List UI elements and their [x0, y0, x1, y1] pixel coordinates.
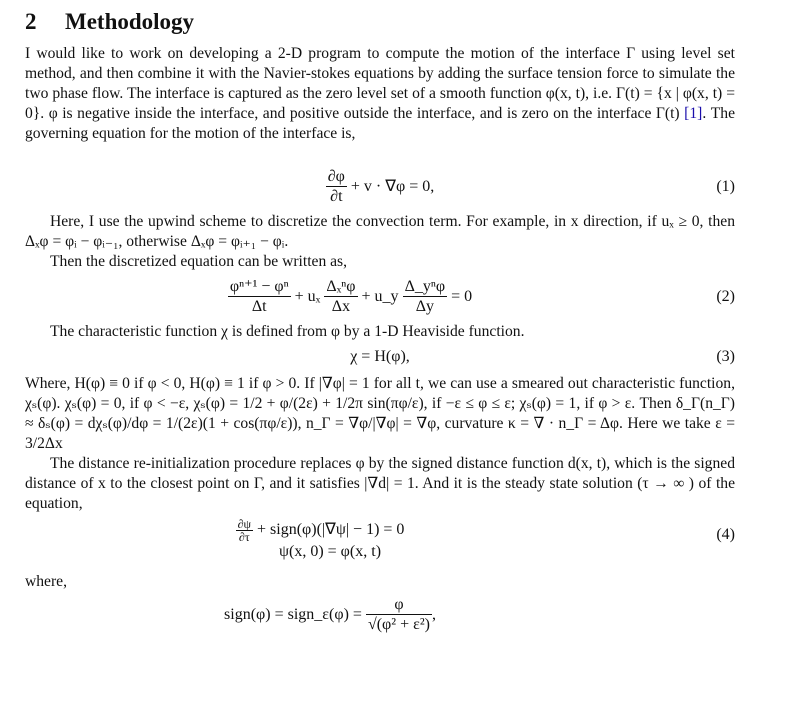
paragraph-heaviside: Where, H(φ) ≡ 0 if φ < 0, H(φ) ≡ 1 if φ > 0. If |∇φ| = 1 for all t, we can use a smeared out characteristic function, χₛ(φ). χₛ(φ) = 0, if φ < −ε, χₛ(φ) = 1/2 + φ/(2ε) + 1/2π sin(πφ/ε), if −ε ≤ φ ≤ ε; χₛ(φ) = 1, if φ > ε. Then δ_Γ(n_Γ) ≈ δₛ(φ) = dχₛ(φ)/dφ = 1/(2ε)(1 + cos(πφ/ε)), n_Γ = ∇φ/|∇φ| = ∇φ, curvature κ = ∇ · n_Γ = Δφ. Here we take ε = 3/2Δx — [25, 375, 735, 452]
paragraph-reinit: The distance re-initialization procedure replaces φ by the signed distance function d(x, t), which is the signed distance of x to the closest point on Γ, and it satisfies |∇d| = 1. And it is the steady state solution (τ → ∞ ) of the equation, — [25, 455, 735, 512]
paragraph-upwind: Here, I use the upwind scheme to discretize the convection term. For example, in x direction, if uₓ ≥ 0, then Δₓφ = φᵢ − φᵢ₋₁, otherwise Δₓφ = φᵢ₊₁ − φᵢ. — [25, 213, 735, 250]
eq4-line2: ψ(x, 0) = φ(x, t) — [278, 543, 382, 560]
eq2-plus-ux: + uₓ — [294, 288, 321, 306]
intro-text-b: . The governing equation for the motion of the interface is, — [25, 105, 735, 142]
equation-2 — [25, 272, 735, 322]
eq2-fraction-2: $\frac{\text{Δₓⁿφ}}{\Delta x}$ — [326, 278, 356, 315]
eq4-line1: $\frac{\partial\psi}{\partial\tau}$ + sign(φ)(|∇ψ| − 1) = 0 — [237, 517, 405, 544]
section-number: 2 — [25, 9, 37, 34]
section-heading — [25, 8, 735, 44]
eq3-number: (3) — [716, 348, 735, 365]
eq2-fraction-3: $\frac{\text{Δ\_yⁿφ}}{\Delta y}$ — [404, 278, 446, 315]
page — [25, 8, 735, 646]
eq2-fraction-1: $\frac{\text{φⁿ⁺¹ − φⁿ}}{\Delta t}$ — [229, 278, 289, 315]
eq5-fraction: $\frac{\varphi}{\text{√(φ² + ε²)}}$ — [367, 596, 430, 633]
paragraph-where: where, — [25, 573, 67, 590]
section-title: Methodology — [65, 9, 195, 34]
eq3-text: χ = H(φ), — [350, 348, 410, 365]
equation-3 — [25, 344, 735, 374]
eq2-plus-uy: + u_y — [361, 288, 399, 306]
paragraph-discretized: Then the discretized equation can be written as, — [50, 253, 348, 270]
eq2-number: (2) — [716, 288, 735, 305]
eq1-fraction: $\frac{\partial\varphi}{\partial t}$ — [327, 168, 345, 205]
eq1-rest: + v · ∇φ = 0, — [350, 178, 435, 196]
equation-4 — [25, 514, 735, 566]
paragraph-intro — [25, 44, 735, 164]
eq4-fraction: $\frac{\partial\psi}{\partial\tau}$ — [237, 517, 252, 544]
paragraph-characteristic: The characteristic function χ is defined from φ by a 1-D Heaviside function. — [50, 323, 525, 340]
eq4-number: (4) — [716, 526, 735, 543]
eq5-lhs: sign(φ) = sign_ε(φ) = — [224, 606, 362, 624]
citation-link[interactable]: [1] — [684, 105, 703, 122]
equation-1 — [25, 164, 735, 212]
eq1-number: (1) — [716, 178, 735, 195]
equation-5: sign(φ) = sign_ε(φ) = $\frac{\varphi}{\text{√(φ² + ε²)}}$ , — [224, 596, 436, 633]
eq2-rest: = 0 — [451, 288, 473, 306]
intro-text-a: I would like to work on developing a 2-D program to compute the motion of the interface Γ using level set method, and then combine it with the Navier-stokes equations by adding the surface tension force to simulate the two phase flow. The interface is captured as the zero level set of a smooth function φ(x, t), i.e. Γ(t) = {x | φ(x, t) = 0}. φ is negative inside the interface, and positive outside the interface, and is zero on the interface Γ(t) — [25, 45, 735, 122]
